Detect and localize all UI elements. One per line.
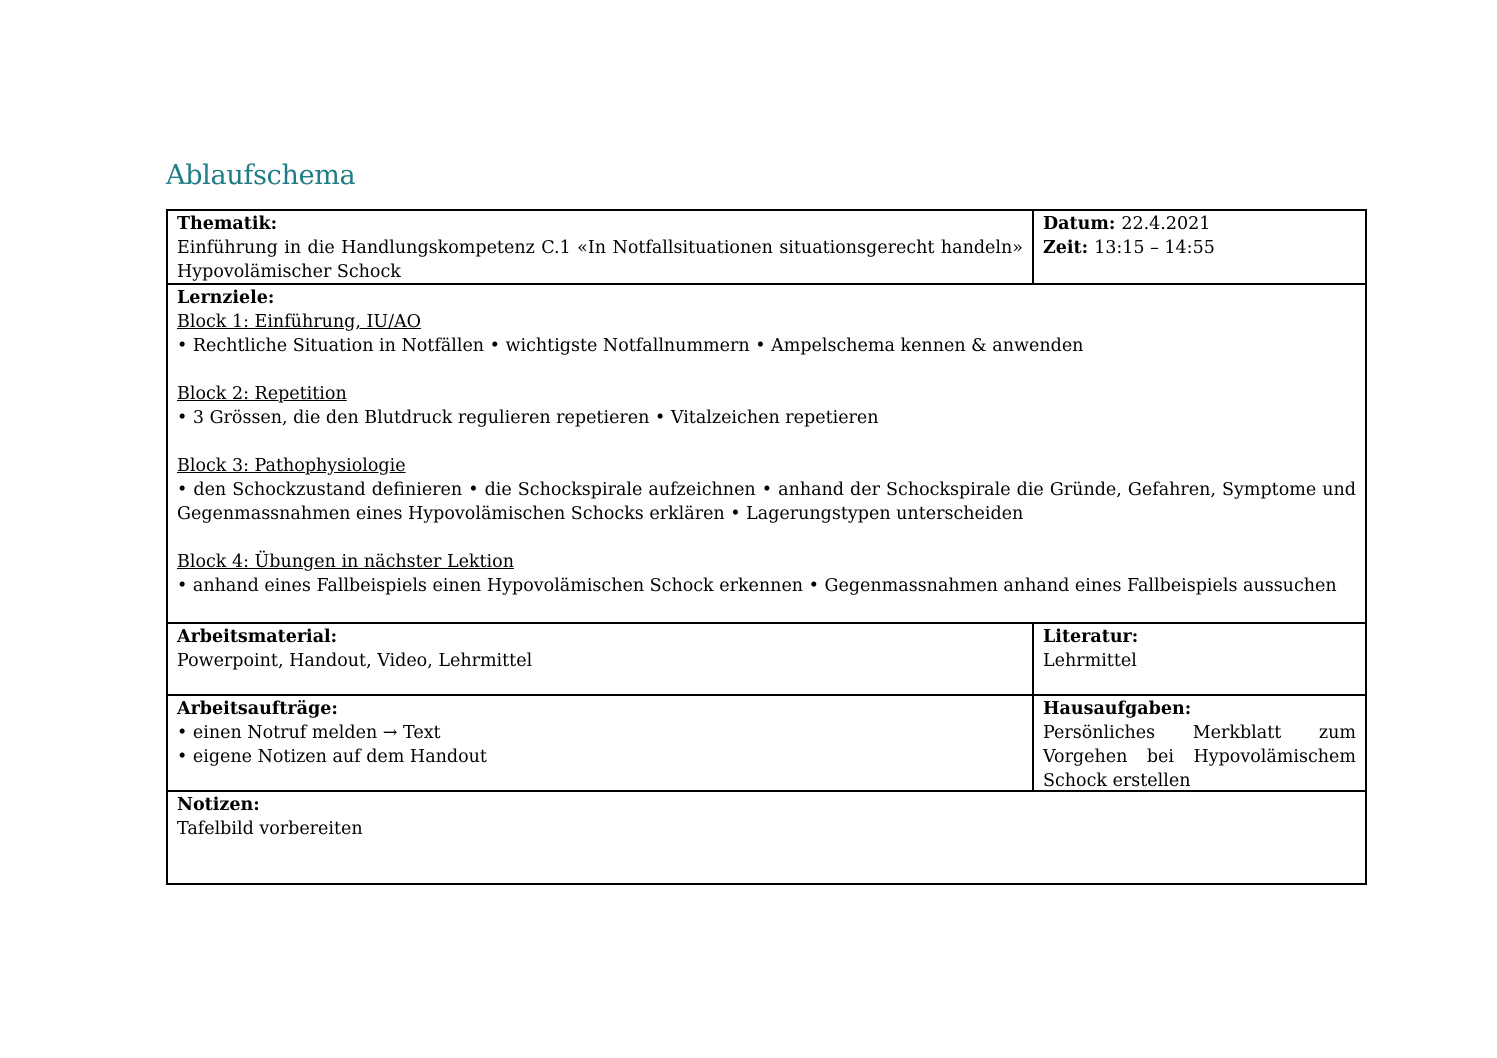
cell-datum-zeit [1034,211,1365,283]
row-auftraege [168,694,1365,790]
row-material [168,622,1365,694]
cell-notizen [168,792,1365,883]
zeit-line [1043,236,1356,260]
datum-label: Datum: [1043,214,1116,234]
cell-literatur [1034,624,1365,694]
hausaufgaben-value: Persönliches Merkblatt zum Vorgehen bei Hypovolämischem Schock erstellen [1043,723,1356,791]
lernziele-label: Lernziele: [177,288,275,308]
block-1-text: • Rechtliche Situation in Notfällen • wichtigste Notfallnummern • Ampelschema kennen & anwenden [177,336,1084,356]
thematik-label: Thematik: [177,214,278,234]
arbeitsauftraege-label: Arbeitsaufträge: [177,699,338,719]
zeit-label: Zeit: [1043,238,1089,258]
hausaufgaben-label: Hausaufgaben: [1043,699,1192,719]
block-4-heading: Block 4: Übungen in nächster Lektion [177,552,514,572]
arbeitsauftrag-item: • eigene Notizen auf dem Handout [177,747,487,767]
notizen-value: Tafelbild vorbereiten [177,819,363,839]
block-3-heading: Block 3: Pathophysiologie [177,456,406,476]
cell-lernziele [168,285,1365,622]
lesson-plan-table [166,209,1367,885]
thematik-line1: Einführung in die Handlungskompetenz C.1 «In Notfallsituationen situationsgerecht handeln» [177,238,1023,258]
zeit-value: 13:15 – 14:55 [1094,238,1215,258]
block-3-text: • den Schockzustand definieren • die Schockspirale aufzeichnen • anhand der Schockspirale die Gründe, Gefahren, Symptome und Gegenmassnahmen eines Hypovolämischen Schocks erklären • Lagerungstypen unterscheiden [177,480,1356,524]
datum-value: 22.4.2021 [1121,214,1211,234]
literatur-value: Lehrmittel [1043,651,1137,671]
row-notizen [168,790,1365,883]
thematik-line2: Hypovolämischer Schock [177,262,401,282]
row-lernziele [168,283,1365,622]
cell-hausaufgaben [1034,696,1365,790]
arbeitsauftrag-item: • einen Notruf melden → Text [177,723,441,743]
cell-thematik [168,211,1034,283]
notizen-label: Notizen: [177,795,260,815]
arbeitsmaterial-value: Powerpoint, Handout, Video, Lehrmittel [177,651,533,671]
datum-line [1043,212,1356,236]
block-2-heading: Block 2: Repetition [177,384,347,404]
block-1-heading: Block 1: Einführung, IU/AO [177,312,421,332]
block-4-text: • anhand eines Fallbeispiels einen Hypovolämischen Schock erkennen • Gegenmassnahmen anhand eines Fallbeispiels aussuchen [177,576,1337,596]
page-title: Ablaufschema [166,160,356,191]
literatur-label: Literatur: [1043,627,1139,647]
cell-arbeitsmaterial [168,624,1034,694]
cell-arbeitsauftraege [168,696,1034,790]
block-2-text: • 3 Grössen, die den Blutdruck regulieren repetieren • Vitalzeichen repetieren [177,408,879,428]
row-thematik [168,211,1365,283]
arbeitsmaterial-label: Arbeitsmaterial: [177,627,338,647]
